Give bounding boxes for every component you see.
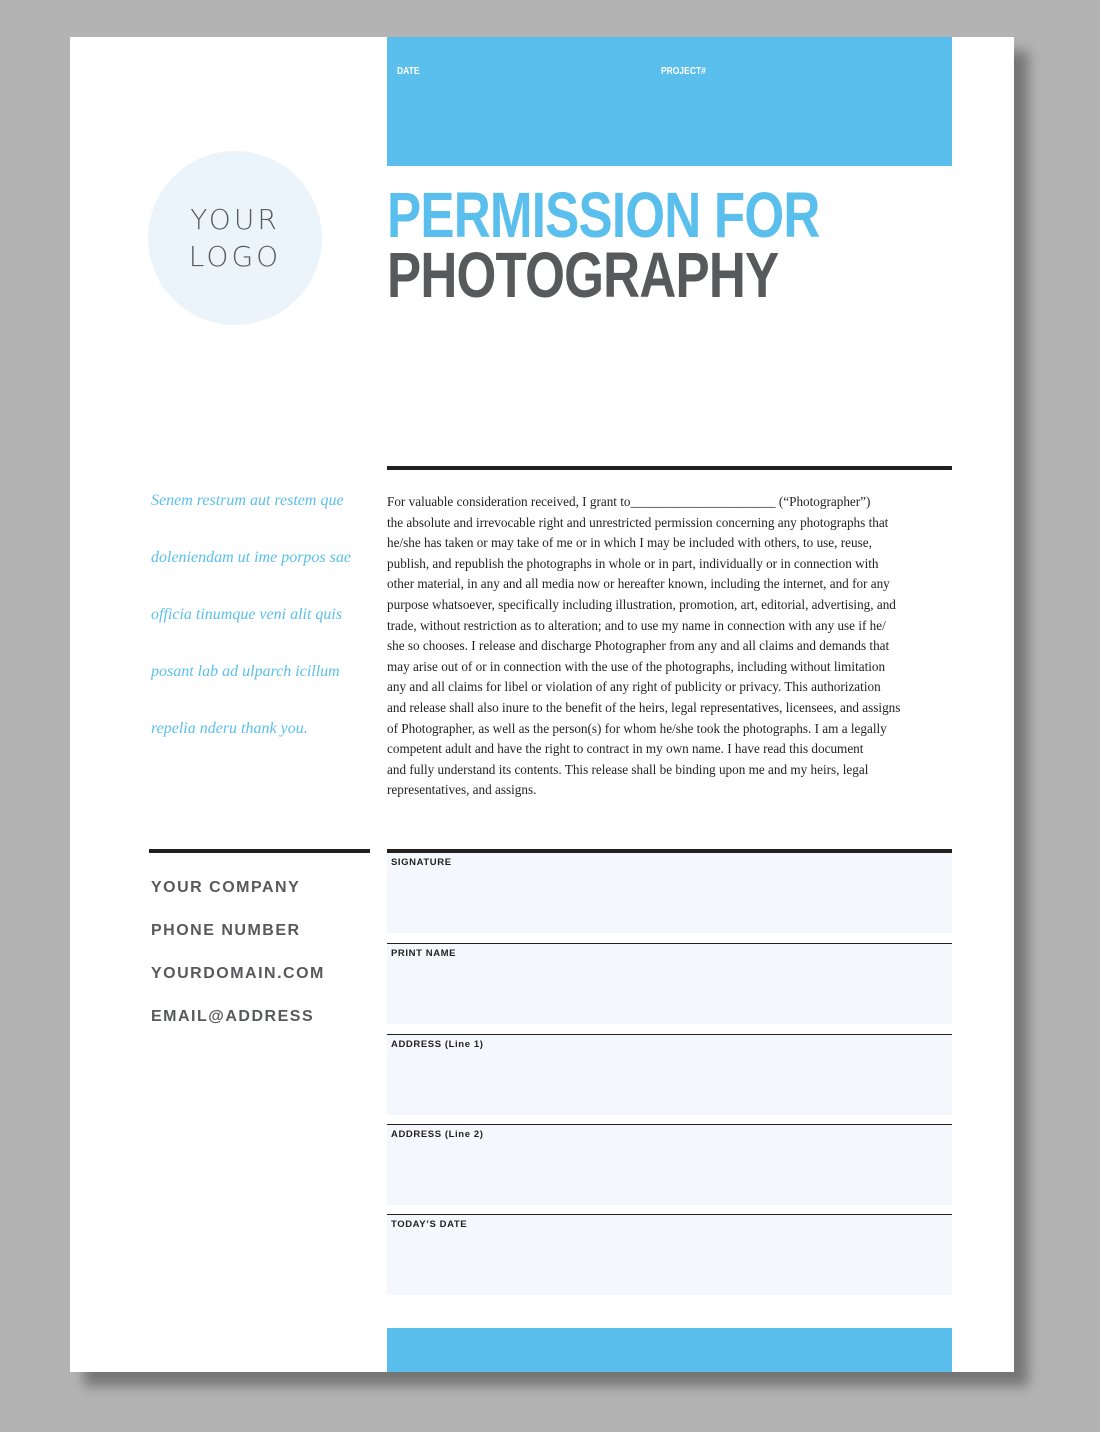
todays-date-field[interactable] (387, 1215, 952, 1295)
address-line2-label: ADDRESS (Line 2) (391, 1129, 484, 1140)
body-line: other material, in any and all media now or hereafter known, including the internet, and for any (387, 576, 890, 592)
body-line: trade, without restriction as to alteration; and to use my name in connection with any use if he/ (387, 617, 886, 633)
contact-divider-rule (149, 849, 370, 853)
email-address: EMAIL@ADDRESS (151, 1008, 315, 1025)
sidebar-text (151, 489, 361, 774)
body-line: publish, and republish the photographs in whole or in part, individually or in connection with (387, 555, 879, 571)
body-line: competent adult and have the right to contract in my own name. I have read this document (387, 741, 864, 757)
address-line1-field[interactable] (387, 1035, 952, 1115)
body-line: and release shall also inure to the benefit of the heirs, legal representatives, licensees, and assigns (387, 699, 901, 715)
print-name-label: PRINT NAME (391, 948, 457, 959)
document-title (387, 179, 820, 311)
body-line: any and all claims for libel or violation of any right of publicity or privacy. This authorization (387, 679, 881, 695)
body-line: and fully understand its contents. This release shall be binding upon me and my heirs, legal (387, 761, 869, 777)
body-line: may arise out of or in connection with the use of the photographs, including without limitation (387, 658, 886, 674)
sidebar-text-line: posant lab ad ulparch icillum (151, 663, 340, 680)
signature-field[interactable] (387, 853, 952, 933)
signature-label: SIGNATURE (391, 857, 452, 868)
body-line: purpose whatsoever, specifically including illustration, promotion, art, editorial, advertising, and (387, 596, 896, 612)
body-line: the absolute and irrevocable right and unrestricted permission concerning any photographs that (387, 514, 889, 530)
project-number-label: PROJECT# (661, 66, 706, 77)
header-band (387, 37, 952, 166)
logo-placeholder (148, 151, 322, 325)
phone-number: PHONE NUMBER (151, 922, 301, 939)
todays-date-label: TODAY’S DATE (391, 1219, 468, 1230)
divider-rule (387, 466, 952, 470)
company-name: YOUR COMPANY (151, 879, 301, 896)
address-line2-field[interactable] (387, 1125, 952, 1205)
title-line2: PHOTOGRAPHY (387, 239, 779, 311)
body-line: she so chooses. I release and discharge Photographer from any and all claims and demands that (387, 638, 890, 654)
release-body-text (387, 492, 949, 801)
footer-band (387, 1328, 952, 1372)
sidebar-text-line: Senem restrum aut restem que (151, 492, 344, 509)
date-label: DATE (397, 66, 420, 77)
address-line1-label: ADDRESS (Line 1) (391, 1039, 484, 1050)
body-line: of Photographer, as well as the person(s) for whom he/she took the photographs. I am a legally (387, 720, 887, 736)
title-line1: PERMISSION FOR (387, 179, 820, 251)
sidebar-text-line: doleniendam ut ime porpos sae (151, 549, 351, 566)
website-domain: YOURDOMAIN.COM (151, 965, 325, 982)
body-line: representatives, and assigns. (387, 782, 537, 798)
sidebar-text-line: repelia nderu thank you. (151, 720, 308, 737)
logo-text-line2: LOGO (188, 240, 282, 273)
logo-text-line1: YOUR (190, 203, 280, 236)
document-page (70, 37, 1014, 1372)
body-line: he/she has taken or may take of me or in which I may be included with others, to use, reuse, (387, 535, 872, 551)
print-name-field[interactable] (387, 944, 952, 1024)
sidebar-text-line: officia tinumque veni alit quis (151, 606, 343, 623)
body-line: For valuable consideration received, I grant to______________________ (“Photographer”) (387, 494, 871, 509)
contact-block (151, 877, 325, 1049)
